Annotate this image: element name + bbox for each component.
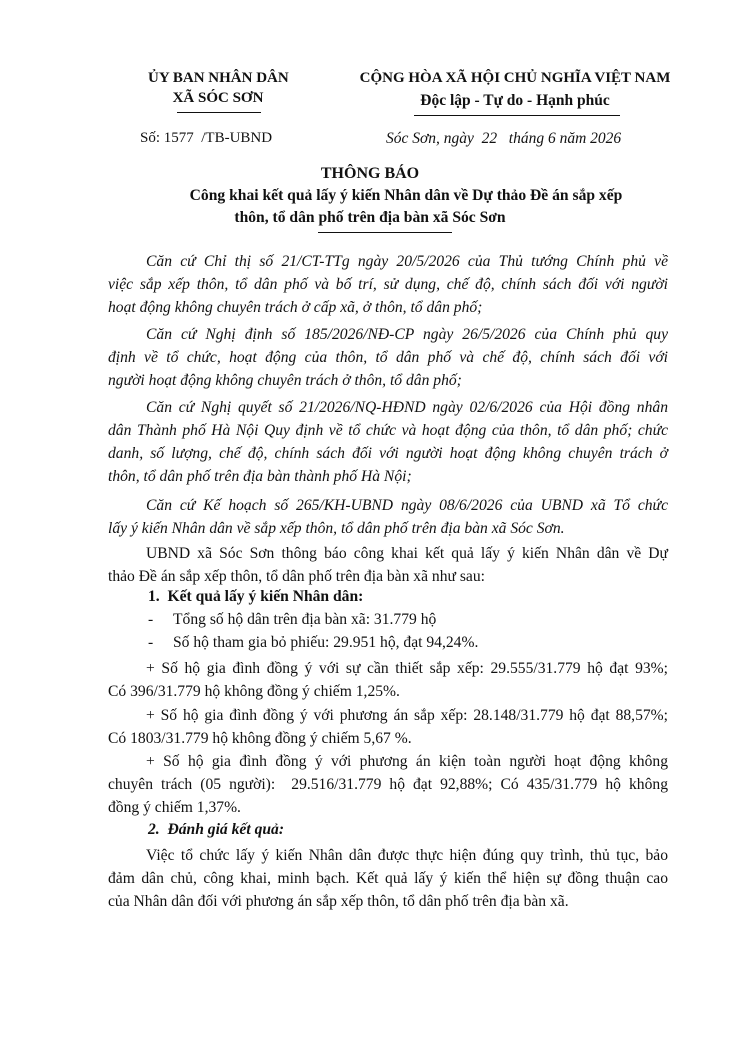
evaluation-line: của Nhân dân đối với phương án sắp xếp thôn, tổ dân phố trên địa bàn xã. [108, 893, 569, 910]
notice-title: THÔNG BÁO [320, 165, 420, 182]
legal-basis-line: hoạt động không chuyên trách ở cấp xã, ở thôn, tổ dân phố; [108, 299, 483, 316]
legal-basis-line: dân Thành phố Hà Nội Quy định về tổ chức và hoạt động của thôn, tổ dân phố; chức [108, 422, 668, 439]
legal-basis-line: thôn, tổ dân phố trên địa bàn thành phố Hà Nội; [108, 468, 412, 485]
issuer-name: ỦY BAN NHÂN DÂN [148, 70, 289, 86]
legal-basis-line: việc sắp xếp thôn, tổ dân phố và bố trí, sử dụng, chế độ, chính sách đối với người [108, 276, 668, 293]
bullet-mark: - [148, 634, 154, 651]
legal-basis-line: định về tổ chức, hoạt động của thôn, tổ dân phố và chế độ, chính sách đối với [108, 349, 668, 366]
document-number: Số: 1577 /TB-UBND [140, 130, 273, 146]
title-underline [318, 232, 452, 233]
notice-subtitle-line2: thôn, tổ dân phố trên địa bàn xã Sóc Sơn [234, 209, 506, 226]
legal-basis-line: lấy ý kiến Nhân dân về sắp xếp thôn, tổ dân phố trên địa bàn xã Sóc Sơn. [108, 520, 565, 537]
result-line: chuyên trách (05 người): 29.516/31.779 hộ đạt 92,88%; Có 435/31.779 hộ không [108, 776, 668, 793]
national-motto: Độc lập - Tự do - Hạnh phúc [420, 92, 610, 109]
legal-basis-3 [108, 396, 668, 488]
result-necessity [108, 657, 668, 703]
legal-basis-2 [108, 323, 668, 392]
result-line: + Số hộ gia đình đồng ý với phương án kiện toàn người hoạt động không [146, 753, 668, 770]
bullet-voting-households: Số hộ tham gia bỏ phiếu: 29.951 hộ, đạt 94,24%. [173, 634, 479, 651]
legal-basis-line: danh, số lượng, chế độ, chính sách đối với người hoạt động không chuyên trách ở [108, 445, 668, 462]
evaluation-paragraph [108, 844, 668, 913]
legal-basis-1 [108, 250, 668, 319]
result-arrangement [108, 704, 668, 750]
result-staffing [108, 750, 668, 819]
evaluation-line: Việc tổ chức lấy ý kiến Nhân dân được thực hiện đúng quy trình, thủ tục, bảo [146, 847, 668, 864]
section1-heading: 1. Kết quả lấy ý kiến Nhân dân: [148, 588, 364, 605]
notice-subtitle-line1: Công khai kết quả lấy ý kiến Nhân dân về Dự thảo Đề án sắp xếp [189, 187, 623, 204]
result-line: Có 396/31.779 hộ không đồng ý chiếm 1,25%. [108, 683, 400, 700]
intro-line: UBND xã Sóc Sơn thông báo công khai kết quả lấy ý kiến Nhân dân về Dự [146, 545, 668, 562]
legal-basis-line: người hoạt động không chuyên trách ở thôn, tổ dân phố; [108, 372, 462, 389]
legal-basis-line: Căn cứ Kế hoạch số 265/KH-UBND ngày 08/6/2026 của UBND xã Tổ chức [146, 497, 668, 514]
intro-line: thảo Đề án sắp xếp thôn, tổ dân phố trên địa bàn xã như sau: [108, 568, 485, 585]
legal-basis-line: Căn cứ Nghị định số 185/2026/NĐ-CP ngày 26/5/2026 của Chính phủ quy [146, 326, 668, 343]
result-line: Có 1803/31.779 hộ không đồng ý chiếm 5,67 %. [108, 730, 412, 747]
intro-paragraph [108, 542, 668, 588]
national-title: CỘNG HÒA XÃ HỘI CHỦ NGHĨA VIỆT NAM [359, 70, 671, 86]
place-date: Sóc Sơn, ngày 22 tháng 6 năm 2026 [386, 130, 622, 147]
evaluation-line: đảm dân chủ, công khai, minh bạch. Kết quả lấy ý kiến thể hiện sự đồng thuận cao [108, 870, 668, 887]
legal-basis-line: Căn cứ Nghị quyết số 21/2026/NQ-HĐND ngày 02/6/2026 của Hội đồng nhân [146, 399, 668, 416]
bullet-total-households: Tổng số hộ dân trên địa bàn xã: 31.779 hộ [173, 611, 437, 628]
issuer-underline [177, 112, 261, 113]
legal-basis-4 [108, 494, 668, 540]
motto-underline [414, 115, 620, 116]
result-line: + Số hộ gia đình đồng ý với sự cần thiết sắp xếp: 29.555/31.779 hộ đạt 93%; [146, 660, 668, 677]
bullet-mark: - [148, 611, 154, 628]
legal-basis-line: Căn cứ Chỉ thị số 21/CT-TTg ngày 20/5/2026 của Thủ tướng Chính phủ về [146, 253, 668, 270]
section2-heading: 2. Đánh giá kết quả: [148, 821, 285, 838]
result-line: đồng ý chiếm 1,37%. [108, 799, 241, 816]
issuer-unit: XÃ SÓC SƠN [172, 90, 264, 106]
result-line: + Số hộ gia đình đồng ý với phương án sắp xếp: 28.148/31.779 hộ đạt 88,57%; [146, 707, 668, 724]
